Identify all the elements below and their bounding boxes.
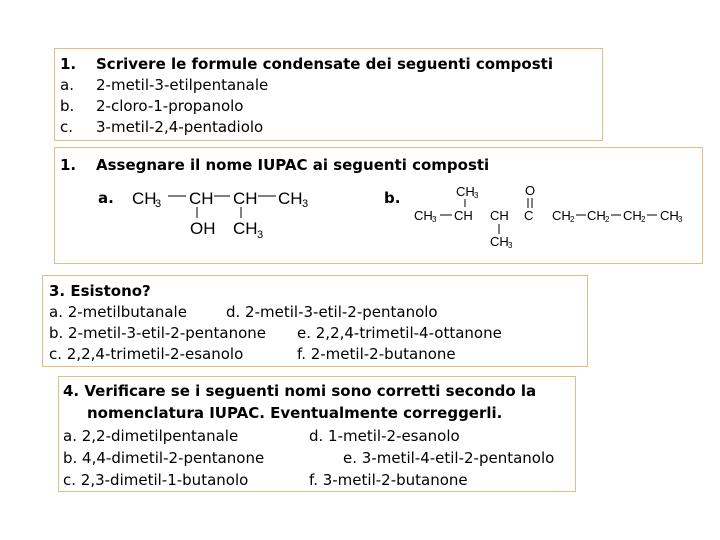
- structure-a: [128, 184, 328, 244]
- atom-ch3-left: CH: [414, 208, 433, 223]
- atom-ch2-1: CH: [552, 208, 571, 223]
- item-letter-b: b.: [60, 97, 75, 115]
- ex3-line-f: f. 2-metil-2-butanone: [297, 345, 456, 363]
- atom-c: C: [524, 208, 534, 223]
- structure-b: [412, 180, 697, 252]
- atom-ch3-left-index: 3: [155, 198, 162, 210]
- atom-oh: OH: [190, 219, 216, 238]
- atom-ch3-left-index: 3: [432, 215, 437, 224]
- ex3-line-b: b. 2-metil-3-etil-2-pentanone: [49, 324, 267, 342]
- ex3-line-c: c. 2,2,4-trimetil-2-esanolo: [49, 345, 244, 363]
- ex3-line-e: e. 2,2,4-trimetil-4-ottanone: [297, 324, 502, 342]
- atom-ch3-right-index: 3: [678, 215, 683, 224]
- atom-ch-1: CH: [454, 208, 473, 223]
- atom-o: O: [525, 183, 536, 198]
- exercise-4-heading-1: 4. Verificare se i seguenti nomi sono corretti secondo la: [63, 382, 537, 400]
- item-text-c: 3-metil-2,4-pentadiolo: [96, 118, 264, 136]
- atom-ch2-2: CH: [587, 208, 606, 223]
- item-text-b: 2-cloro-1-propanolo: [96, 97, 244, 115]
- exercise-2-number: 1.: [60, 156, 77, 174]
- atom-ch3-right: CH: [660, 208, 679, 223]
- atom-ch2-2-index: 2: [605, 215, 610, 224]
- structure-b-label: b.: [384, 189, 401, 207]
- atom-ch3-sub: CH: [233, 219, 258, 238]
- atom-ch2-3-index: 2: [641, 215, 646, 224]
- ex4-line-e: e. 3-metil-4-etil-2-pentanolo: [343, 449, 555, 467]
- ex3-line-a: a. 2-metilbutanale: [49, 303, 187, 321]
- structure-a-label: a.: [98, 189, 114, 207]
- exercise-4-heading-2: nomenclatura IUPAC. Eventualmente correggerli.: [87, 404, 503, 422]
- atom-ch-1: CH: [189, 189, 214, 208]
- exercise-1-number: 1.: [60, 55, 77, 73]
- ex4-line-c: c. 2,3-dimetil-1-butanolo: [63, 471, 249, 489]
- ex4-line-a: a. 2,2-dimetilpentanale: [63, 427, 239, 445]
- atom-ch3-top-index: 3: [474, 191, 479, 200]
- atom-ch-2: CH: [490, 208, 509, 223]
- atom-ch-2: CH: [233, 189, 258, 208]
- atom-ch2-1-index: 2: [570, 215, 575, 224]
- exercise-1-heading: Scrivere le formule condensate dei seguenti composti: [96, 55, 553, 73]
- atom-ch3-right: CH: [278, 189, 303, 208]
- atom-ch2-3: CH: [623, 208, 642, 223]
- atom-ch3-top: CH: [456, 184, 475, 199]
- exercise-3-heading: 3. Esistono?: [49, 282, 151, 300]
- ex4-line-d: d. 1-metil-2-esanolo: [309, 427, 460, 445]
- ex4-line-b: b. 4,4-dimetil-2-pentanone: [63, 449, 265, 467]
- ex4-line-f: f. 3-metil-2-butanone: [309, 471, 468, 489]
- atom-ch3-right-index: 3: [302, 198, 309, 210]
- item-letter-c: c.: [60, 118, 74, 136]
- item-letter-a: a.: [60, 76, 74, 94]
- atom-ch3-sub-index: 3: [257, 229, 264, 241]
- atom-ch3-bottom-index: 3: [508, 241, 513, 250]
- item-text-a: 2-metil-3-etilpentanale: [96, 76, 269, 94]
- exercise-2-heading: Assegnare il nome IUPAC ai seguenti composti: [96, 156, 490, 174]
- atom-ch3-left: CH: [132, 189, 157, 208]
- ex3-line-d: d. 2-metil-3-etil-2-pentanolo: [226, 303, 438, 321]
- atom-ch3-bottom: CH: [490, 234, 509, 249]
